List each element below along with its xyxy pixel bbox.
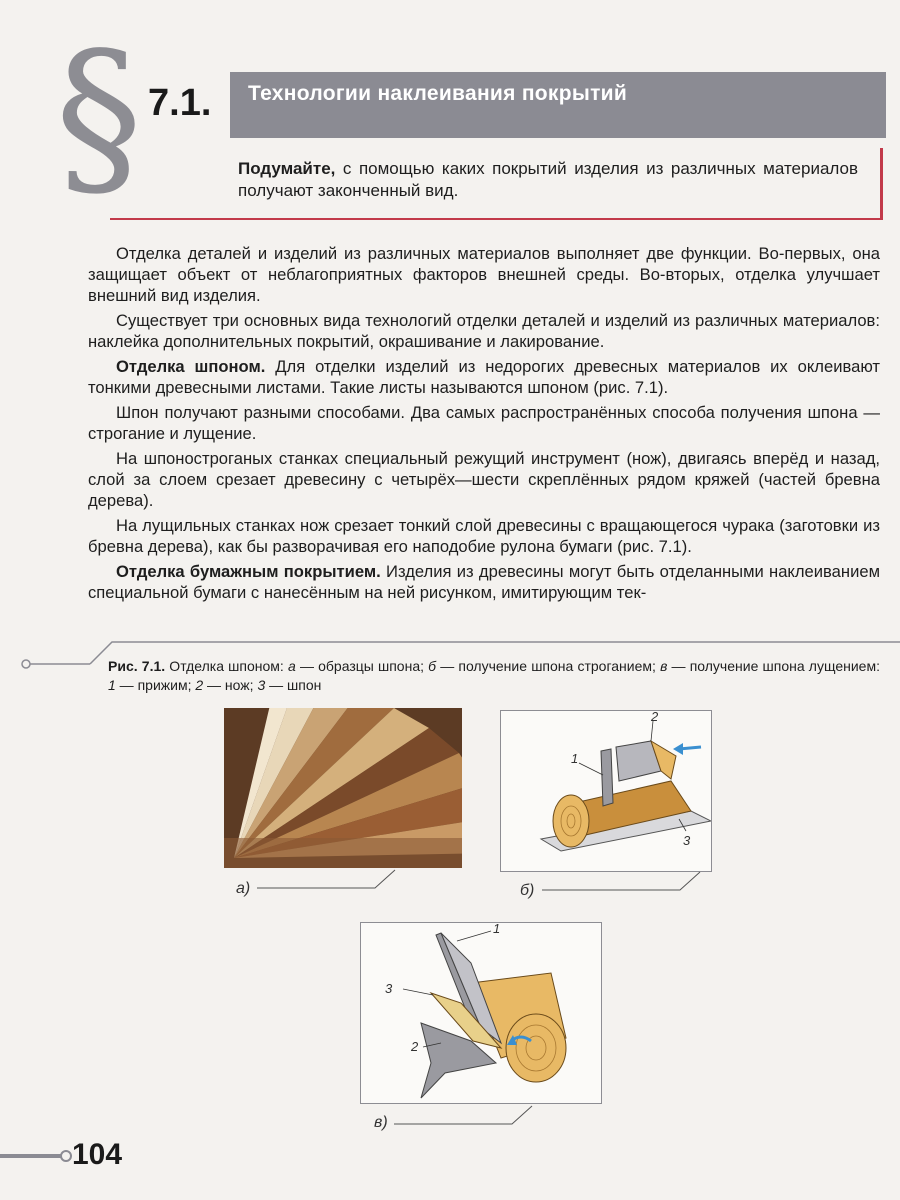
- paragraph-7: [88, 561, 880, 603]
- page-number: 104: [72, 1138, 123, 1171]
- planing-diagram: [500, 710, 712, 872]
- body-text: [88, 243, 880, 607]
- page-title: Технологии наклеивания покрытий: [248, 82, 628, 105]
- caption-part: — образцы шпона;: [295, 658, 429, 674]
- caption-num-2: 2: [195, 677, 204, 693]
- planing-num-1: 1: [571, 751, 579, 766]
- caption-part: Отделка шпоном:: [165, 658, 288, 674]
- label-c-leader: [392, 1102, 542, 1132]
- paragraph-1: Отделка деталей и изделий из различных материалов выполняет две функции. Во-первых, она защищает объект от неблагоприятных факторов внешней среды. Во-вторых, отделка улучшает внешний вид изделия.: [88, 244, 880, 305]
- caption-letter-b: б: [428, 658, 437, 674]
- veneer-fan-image: [224, 708, 462, 868]
- paragraph-6: На лущильных станках нож срезает тонкий слой древесины с вращающегося чурака (заготовки из бревна дерева), как бы разворачивая его наподобие рулона бумаги (рис. 7.1).: [88, 516, 880, 556]
- paragraph-2: Существует три основных вида технологий отделки деталей и изделий из различных материалов: наклейка дополнительных покрытий, окрашивание и лакирование.: [88, 311, 880, 351]
- veneer-samples-photo: [224, 708, 462, 868]
- caption-letter-a: а: [287, 658, 296, 674]
- peeling-illustration: [361, 923, 601, 1103]
- think-box: [110, 148, 883, 220]
- peeling-diagram: [360, 922, 602, 1104]
- page-number-line: [0, 1146, 74, 1166]
- paragraph-3-text: Для отделки изделий из недорогих древесных материалов их оклеивают тонкими древесными листами. Такие листы называются шпоном (рис. 7.1).: [88, 357, 881, 397]
- caption-label: Рис. 7.1.: [108, 658, 166, 674]
- paragraph-7-text: Изделия из древесины могут быть отделанными наклеиванием специальной бумаги с нанесённым на ней рисунком, имитирующим тек-: [88, 562, 880, 602]
- label-a-leader: [255, 868, 405, 898]
- caption-part: — нож;: [203, 677, 258, 693]
- peeling-num-3: 3: [385, 981, 393, 996]
- figure-label-b: б): [520, 882, 535, 899]
- caption-letter-c: в: [660, 658, 668, 674]
- planing-num-3: 3: [683, 833, 691, 848]
- caption-num-1: 1: [108, 677, 116, 693]
- caption-part: — шпон: [265, 677, 322, 693]
- peeling-num-2: 2: [411, 1039, 419, 1054]
- paragraph-5: На шпоностроганых станках специальный режущий инструмент (нож), двигаясь вперёд и назад, слой за слоем срезает древесину с четырёх—шести скреплённых рядом кряжей (частей бревна дерева).: [88, 449, 880, 510]
- paragraph-4: Шпон получают разными способами. Два самых распространённых способа получения шпона — строгание и лущение.: [88, 403, 880, 443]
- think-question: [238, 158, 858, 202]
- caption-part: — получение шпона строганием;: [436, 658, 661, 674]
- paragraph-7-heading: Отделка бумажным покрытием.: [116, 562, 381, 581]
- caption-part: — получение шпона лущением:: [667, 658, 880, 674]
- planing-illustration: [501, 711, 711, 871]
- caption-part: — прижим;: [115, 677, 196, 693]
- think-body: с помощью каких покрытий изделия из различных материалов получают законченный вид.: [238, 159, 858, 200]
- section-number: 7.1.: [148, 82, 212, 124]
- planing-num-2: 2: [651, 709, 659, 724]
- title-bar: [230, 72, 886, 138]
- paragraph-3-heading: Отделка шпоном.: [116, 357, 266, 376]
- figure-label-c: в): [374, 1114, 388, 1131]
- label-b-leader: [540, 870, 710, 900]
- figure-label-a: а): [236, 880, 251, 897]
- think-lead: Подумайте,: [238, 159, 336, 178]
- section-symbol: §: [55, 16, 143, 219]
- figure-caption: [108, 657, 880, 695]
- paragraph-3: [88, 356, 880, 398]
- peeling-num-1: 1: [493, 921, 501, 936]
- caption-num-3: 3: [257, 677, 266, 693]
